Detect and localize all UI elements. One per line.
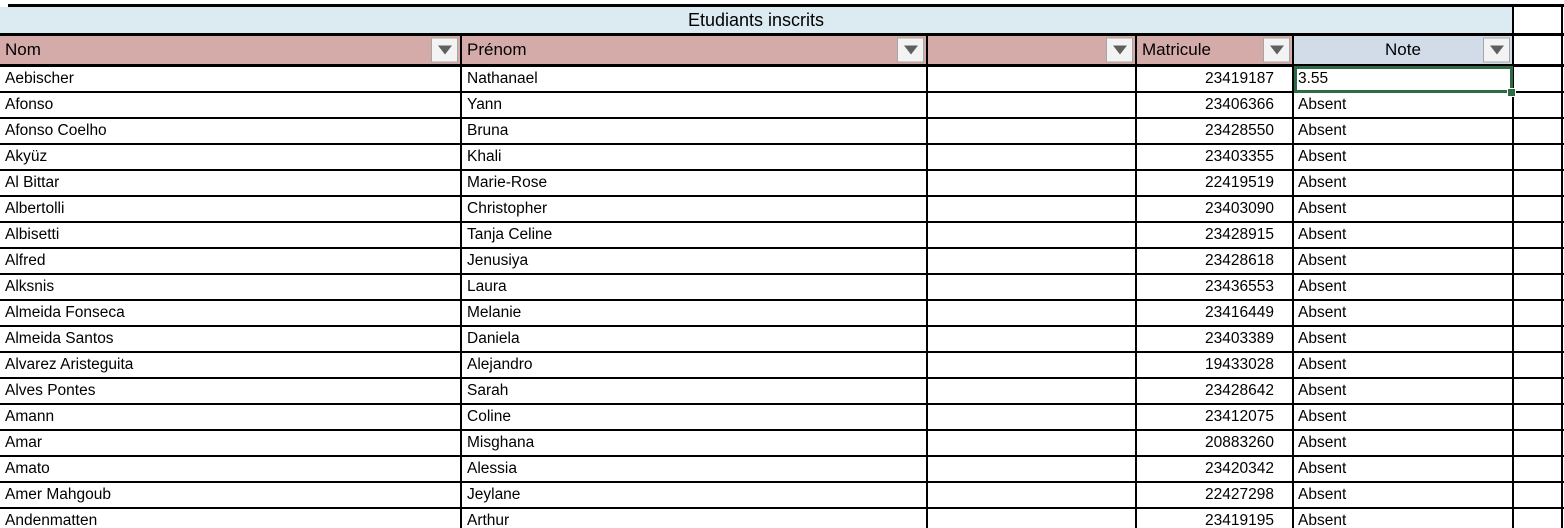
cell-prenom[interactable] — [462, 405, 928, 429]
chevron-down-icon — [904, 46, 918, 55]
cell-text: 23428618 — [1205, 252, 1274, 269]
cell-text: Jeylane — [467, 486, 521, 503]
filter-dropdown-note[interactable] — [1483, 38, 1510, 63]
cell-blank[interactable] — [928, 301, 1137, 325]
cell-blank[interactable] — [928, 93, 1137, 117]
cell-text: Alvarez Aristeguita — [5, 356, 134, 373]
cell-text: 23428915 — [1205, 226, 1274, 243]
cell-prenom[interactable] — [462, 275, 928, 299]
table-row — [0, 93, 1564, 119]
cell-extra[interactable] — [1514, 405, 1563, 429]
chevron-down-icon — [1270, 46, 1284, 55]
cell-matricule[interactable] — [1137, 275, 1294, 299]
filter-dropdown-matricule[interactable] — [1263, 38, 1290, 63]
cell-prenom[interactable] — [462, 119, 928, 143]
cell-blank[interactable] — [928, 145, 1137, 169]
cell-text: Absent — [1298, 460, 1347, 477]
cell-text: Almeida Fonseca — [5, 304, 125, 321]
cell-text: Absent — [1298, 200, 1347, 217]
cell-extra[interactable] — [1514, 7, 1563, 33]
cell-text: 23416449 — [1205, 304, 1274, 321]
cell-text: Absent — [1298, 174, 1347, 191]
cell-extra[interactable] — [1514, 275, 1563, 299]
cell-nom[interactable] — [0, 457, 462, 481]
table-row — [0, 483, 1564, 509]
cell-nom[interactable] — [0, 67, 462, 91]
cell-note[interactable] — [1294, 275, 1514, 299]
cell-note[interactable] — [1294, 379, 1514, 403]
chevron-down-icon — [1113, 46, 1127, 55]
cell-text: Amer Mahgoub — [5, 486, 111, 503]
cell-extra[interactable] — [1514, 509, 1563, 528]
cell-blank[interactable] — [928, 405, 1137, 429]
cell-text: Alessia — [467, 460, 517, 477]
cell-text: 23428642 — [1205, 382, 1274, 399]
cell-nom[interactable] — [0, 483, 462, 507]
cell-prenom[interactable] — [462, 223, 928, 247]
cell-note[interactable] — [1294, 431, 1514, 455]
cell-text: Alejandro — [467, 356, 533, 373]
cell-text: Aebischer — [5, 70, 74, 87]
cell-text: Absent — [1298, 434, 1347, 451]
cell-blank[interactable] — [928, 249, 1137, 273]
table-row — [0, 171, 1564, 197]
cell-text: 23412075 — [1205, 408, 1274, 425]
cell-blank[interactable] — [928, 457, 1137, 481]
chevron-down-icon — [1490, 46, 1504, 55]
cell-text: Coline — [467, 408, 511, 425]
cell-text: Akyüz — [5, 148, 48, 165]
cell-text: Misghana — [467, 434, 535, 451]
cell-text: Arthur — [467, 512, 510, 528]
cell-text: Daniela — [467, 330, 520, 347]
header-blank[interactable] — [928, 36, 1137, 64]
cell-extra[interactable] — [1514, 301, 1563, 325]
cell-text: Al Bittar — [5, 174, 60, 191]
cell-blank[interactable] — [928, 431, 1137, 455]
cell-extra[interactable] — [1514, 431, 1563, 455]
table-row — [0, 119, 1564, 145]
cell-note[interactable] — [1294, 457, 1514, 481]
cell-matricule[interactable] — [1137, 119, 1294, 143]
cell-blank[interactable] — [928, 379, 1137, 403]
cell-matricule[interactable] — [1137, 67, 1294, 91]
cell-extra[interactable] — [1514, 379, 1563, 403]
cell-text: Absent — [1298, 278, 1347, 295]
cell-text: Alves Pontes — [5, 382, 96, 399]
cell-blank[interactable] — [928, 327, 1137, 351]
cell-matricule[interactable] — [1137, 431, 1294, 455]
cell-matricule[interactable] — [1137, 509, 1294, 528]
cell-text: Absent — [1298, 382, 1347, 399]
chevron-down-icon — [438, 46, 452, 55]
cell-matricule[interactable] — [1137, 93, 1294, 117]
screen-edge-artifact — [0, 0, 8, 7]
cell-nom[interactable] — [0, 223, 462, 247]
cell-text: Nathanael — [467, 70, 538, 87]
cell-text: Melanie — [467, 304, 522, 321]
cell-extra[interactable] — [1514, 171, 1563, 195]
cell-matricule[interactable] — [1137, 353, 1294, 377]
cell-text: Jenusiya — [467, 252, 529, 269]
cell-text: Absent — [1298, 356, 1347, 373]
header-matricule-label: Matricule — [1142, 40, 1211, 59]
table-row — [0, 249, 1564, 275]
cell-matricule[interactable] — [1137, 405, 1294, 429]
cell-text: Laura — [467, 278, 507, 295]
cell-extra[interactable] — [1514, 119, 1563, 143]
cell-note[interactable] — [1294, 483, 1514, 507]
cell-matricule[interactable] — [1137, 483, 1294, 507]
cell-text: Almeida Santos — [5, 330, 114, 347]
cell-text: 19433028 — [1205, 356, 1274, 373]
cell-text: Andenmatten — [5, 512, 98, 528]
cell-nom[interactable] — [0, 379, 462, 403]
cell-text: Afonso Coelho — [5, 122, 107, 139]
cell-note[interactable] — [1294, 119, 1514, 143]
cell-text: 22419519 — [1205, 174, 1274, 191]
cell-note[interactable] — [1294, 353, 1514, 377]
cell-text: 23436553 — [1205, 278, 1274, 295]
cell-matricule[interactable] — [1137, 223, 1294, 247]
cell-prenom[interactable] — [462, 509, 928, 528]
cell-extra[interactable] — [1514, 145, 1563, 169]
cell-prenom[interactable] — [462, 457, 928, 481]
header-nom[interactable] — [0, 36, 462, 64]
cell-text: Alfred — [5, 252, 46, 269]
cell-text: Yann — [467, 96, 503, 113]
cell-extra[interactable] — [1514, 353, 1563, 377]
cell-note[interactable] — [1294, 405, 1514, 429]
cell-text: Sarah — [467, 382, 509, 399]
table-row — [0, 379, 1564, 405]
table-row — [0, 405, 1564, 431]
cell-note[interactable] — [1294, 301, 1514, 325]
cell-text: Absent — [1298, 486, 1347, 503]
cell-matricule[interactable] — [1137, 249, 1294, 273]
cell-prenom[interactable] — [462, 249, 928, 273]
cell-nom[interactable] — [0, 145, 462, 169]
table-row — [0, 431, 1564, 457]
cell-text: Amar — [5, 434, 43, 451]
active-cell[interactable] — [1294, 67, 1514, 91]
cell-text: Absent — [1298, 122, 1347, 139]
table-row — [0, 457, 1564, 483]
cell-text: 20883260 — [1205, 434, 1274, 451]
table-row — [0, 301, 1564, 327]
cell-prenom[interactable] — [462, 353, 928, 377]
cell-text: 23406366 — [1205, 96, 1274, 113]
cell-prenom[interactable] — [462, 93, 928, 117]
cell-prenom[interactable] — [462, 379, 928, 403]
cell-nom[interactable] — [0, 353, 462, 377]
cell-note[interactable] — [1294, 197, 1514, 221]
cell-text: Absent — [1298, 512, 1347, 528]
cell-text: Amann — [5, 408, 55, 425]
cell-text: Absent — [1298, 330, 1347, 347]
cell-extra[interactable] — [1514, 67, 1563, 91]
cell-text: Marie-Rose — [467, 174, 548, 191]
table-row — [0, 223, 1564, 249]
cell-text: Afonso — [5, 96, 54, 113]
table-row — [0, 509, 1564, 528]
cell-text: Albisetti — [5, 226, 60, 243]
table-row — [0, 145, 1564, 171]
cell-prenom[interactable] — [462, 67, 928, 91]
cell-text: Absent — [1298, 304, 1347, 321]
cell-nom[interactable] — [0, 249, 462, 273]
cell-text: Khali — [467, 148, 502, 165]
header-note[interactable] — [1294, 36, 1514, 64]
cell-text: 23419195 — [1205, 512, 1274, 528]
header-extra[interactable] — [1514, 36, 1563, 64]
cell-text: Bruna — [467, 122, 509, 139]
cell-note[interactable] — [1294, 249, 1514, 273]
cell-text: Absent — [1298, 148, 1347, 165]
cell-blank[interactable] — [928, 171, 1137, 195]
cell-nom[interactable] — [0, 327, 462, 351]
cell-text: Alksnis — [5, 278, 55, 295]
cell-text: 23419187 — [1205, 70, 1274, 87]
cell-extra[interactable] — [1514, 483, 1563, 507]
cell-extra[interactable] — [1514, 197, 1563, 221]
table-row — [0, 67, 1564, 93]
header-row — [0, 36, 1564, 67]
table-row — [0, 353, 1564, 379]
header-prenom-label: Prénom — [467, 40, 527, 59]
cell-nom[interactable] — [0, 431, 462, 455]
cell-nom[interactable] — [0, 301, 462, 325]
table-row — [0, 327, 1564, 353]
cell-text: 3.55 — [1298, 70, 1329, 87]
cell-prenom[interactable] — [462, 327, 928, 351]
cell-blank[interactable] — [928, 509, 1137, 528]
cell-text: Albertolli — [5, 200, 65, 217]
cell-blank[interactable] — [928, 67, 1137, 91]
cell-nom[interactable] — [0, 93, 462, 117]
cell-note[interactable] — [1294, 145, 1514, 169]
cell-extra[interactable] — [1514, 327, 1563, 351]
cell-nom[interactable] — [0, 197, 462, 221]
cell-text: 23420342 — [1205, 460, 1274, 477]
cell-nom[interactable] — [0, 171, 462, 195]
cell-matricule[interactable] — [1137, 171, 1294, 195]
cell-text: Absent — [1298, 252, 1347, 269]
cell-blank[interactable] — [928, 119, 1137, 143]
cell-prenom[interactable] — [462, 483, 928, 507]
cell-blank[interactable] — [928, 353, 1137, 377]
cell-nom[interactable] — [0, 275, 462, 299]
cell-note[interactable] — [1294, 509, 1514, 528]
filter-dropdown-prenom[interactable] — [897, 38, 924, 63]
cell-text: Absent — [1298, 96, 1347, 113]
cell-text: 23403389 — [1205, 330, 1274, 347]
cell-text: 23428550 — [1205, 122, 1274, 139]
cell-extra[interactable] — [1514, 457, 1563, 481]
worksheet-table — [0, 4, 1564, 528]
header-prenom[interactable] — [462, 36, 928, 64]
fill-handle[interactable] — [1507, 88, 1516, 97]
cell-note[interactable] — [1294, 171, 1514, 195]
cell-blank[interactable] — [928, 223, 1137, 247]
cell-blank[interactable] — [928, 483, 1137, 507]
cell-note[interactable] — [1294, 327, 1514, 351]
table-title-cell[interactable]: Etudiants inscrits — [0, 7, 1514, 33]
table-row — [0, 275, 1564, 301]
cell-blank[interactable] — [928, 197, 1137, 221]
cell-extra[interactable] — [1514, 93, 1563, 117]
header-matricule[interactable] — [1137, 36, 1294, 64]
filter-dropdown-nom[interactable] — [431, 38, 458, 63]
table-body — [0, 67, 1564, 528]
cell-nom[interactable] — [0, 119, 462, 143]
cell-matricule[interactable] — [1137, 197, 1294, 221]
cell-nom[interactable] — [0, 405, 462, 429]
cell-prenom[interactable] — [462, 197, 928, 221]
cell-text: Tanja Celine — [467, 226, 553, 243]
cell-note[interactable] — [1294, 223, 1514, 247]
cell-text: 22427298 — [1205, 486, 1274, 503]
cell-prenom[interactable] — [462, 301, 928, 325]
header-nom-label: Nom — [5, 40, 41, 59]
cell-prenom[interactable] — [462, 431, 928, 455]
cell-text: Absent — [1298, 408, 1347, 425]
cell-matricule[interactable] — [1137, 145, 1294, 169]
filter-dropdown-blank[interactable] — [1106, 38, 1133, 63]
table-row — [0, 197, 1564, 223]
cell-text: 23403355 — [1205, 148, 1274, 165]
header-note-label: Note — [1385, 40, 1421, 59]
title-row — [0, 7, 1564, 36]
cell-prenom[interactable] — [462, 145, 928, 169]
cell-matricule[interactable] — [1137, 301, 1294, 325]
cell-matricule[interactable] — [1137, 327, 1294, 351]
cell-matricule[interactable] — [1137, 457, 1294, 481]
cell-text: 23403090 — [1205, 200, 1274, 217]
cell-prenom[interactable] — [462, 171, 928, 195]
cell-extra[interactable] — [1514, 223, 1563, 247]
cell-text: Amato — [5, 460, 50, 477]
cell-note[interactable] — [1294, 93, 1514, 117]
cell-blank[interactable] — [928, 275, 1137, 299]
cell-nom[interactable] — [0, 509, 462, 528]
cell-text: Absent — [1298, 226, 1347, 243]
cell-text: Christopher — [467, 200, 548, 217]
cell-extra[interactable] — [1514, 249, 1563, 273]
cell-matricule[interactable] — [1137, 379, 1294, 403]
